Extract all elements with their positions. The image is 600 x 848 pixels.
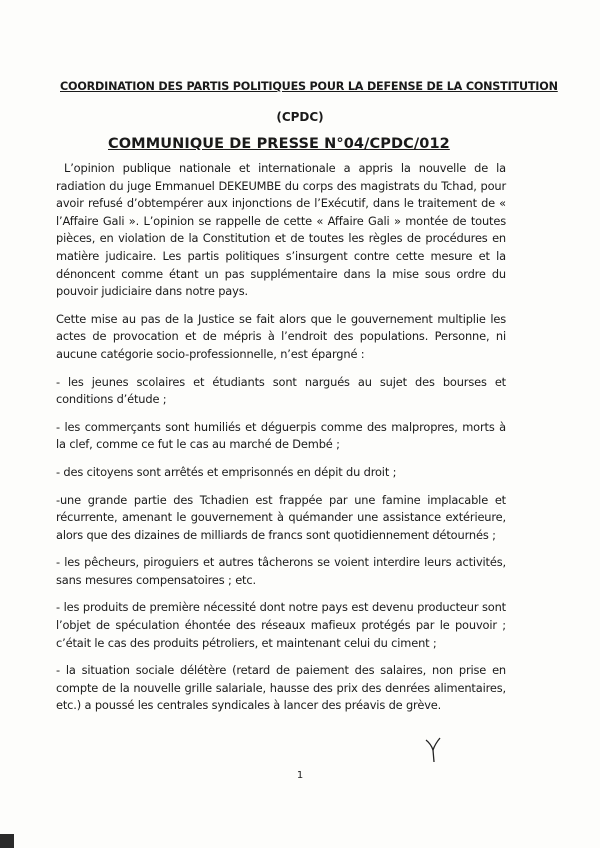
press-release-title: COMMUNIQUE DE PRESSE N°04/CPDC/012 bbox=[108, 136, 450, 152]
paragraph-intro: L’opinion publique nationale et internationale a appris la nouvelle de la radiation du juge Emmanuel DEKEUMBE du corps des magistrats du Tchad, pour avoir refusé d’obtempérer aux injonctions de l’Exécutif, dans le traitement de « l’Affaire Gali ». L’opinion se rappelle de cette « Affaire Gali » montée de toutes pièces, en violation de la Constitution et de toutes les règles de procédures en matière judicaire. Les partis politiques s’insurgent contre cette mesure et la dénoncent comme étant un pas supplémentaire dans la mise sous ordre du pouvoir judiciaire dans notre pays. bbox=[56, 161, 506, 299]
list-item-traders: - les commerçants sont humiliés et déguerpis comme des malpropres, morts à la clef, comme ce fut le cas au marché de Dembé ; bbox=[56, 419, 506, 452]
body-text bbox=[56, 160, 506, 725]
list-item-products: - les produits de première nécessité dont notre pays est devenu producteur sont l’objet de spéculation éhontée des réseaux mafieux protégés par le pouvoir ; c’était le cas des produits pétroliers, et maintenant celui du ciment ; bbox=[56, 600, 506, 650]
list-item-famine: -une grande partie des Tchadien est frappée par une famine implacable et récurrente, amenant le gouvernement à quémander une assistance extérieure, alors que des dizaines de milliards de francs sont quotidiennement détournés ; bbox=[56, 492, 506, 542]
initials-mark bbox=[424, 734, 442, 764]
list-item-citizens: - des citoyens sont arrêtés et emprisonnés en dépit du droit ; bbox=[56, 464, 397, 479]
page-number: 1 bbox=[296, 770, 304, 781]
list-item-students: - les jeunes scolaires et étudiants sont nargués au sujet des bourses et conditions d’étude ; bbox=[56, 374, 506, 407]
scan-corner-mark bbox=[0, 834, 14, 848]
organization-acronym: (CPDC) bbox=[276, 110, 324, 124]
paragraph-context: Cette mise au pas de la Justice se fait alors que le gouvernement multiplie les actes de provocation et de mépris à l’endroit des populations. Personne, ni aucune catégorie socio-professionnelle, n’est épargné : bbox=[56, 311, 506, 361]
list-item-social: - la situation sociale délétère (retard de paiement des salaires, non prise en compte de la nouvelle grille salariale, hausse des prix des denrées alimentaires, etc.) a poussé les centrales syndicales à lancer des préavis de grève. bbox=[56, 663, 506, 713]
list-item-fishermen: - les pêcheurs, piroguiers et autres tâcherons se voient interdire leurs activités, sans mesures compensatoires ; etc. bbox=[56, 555, 506, 587]
organization-heading: COORDINATION DES PARTIS POLITIQUES POUR LA DEFENSE DE LA CONSTITUTION bbox=[60, 80, 558, 93]
